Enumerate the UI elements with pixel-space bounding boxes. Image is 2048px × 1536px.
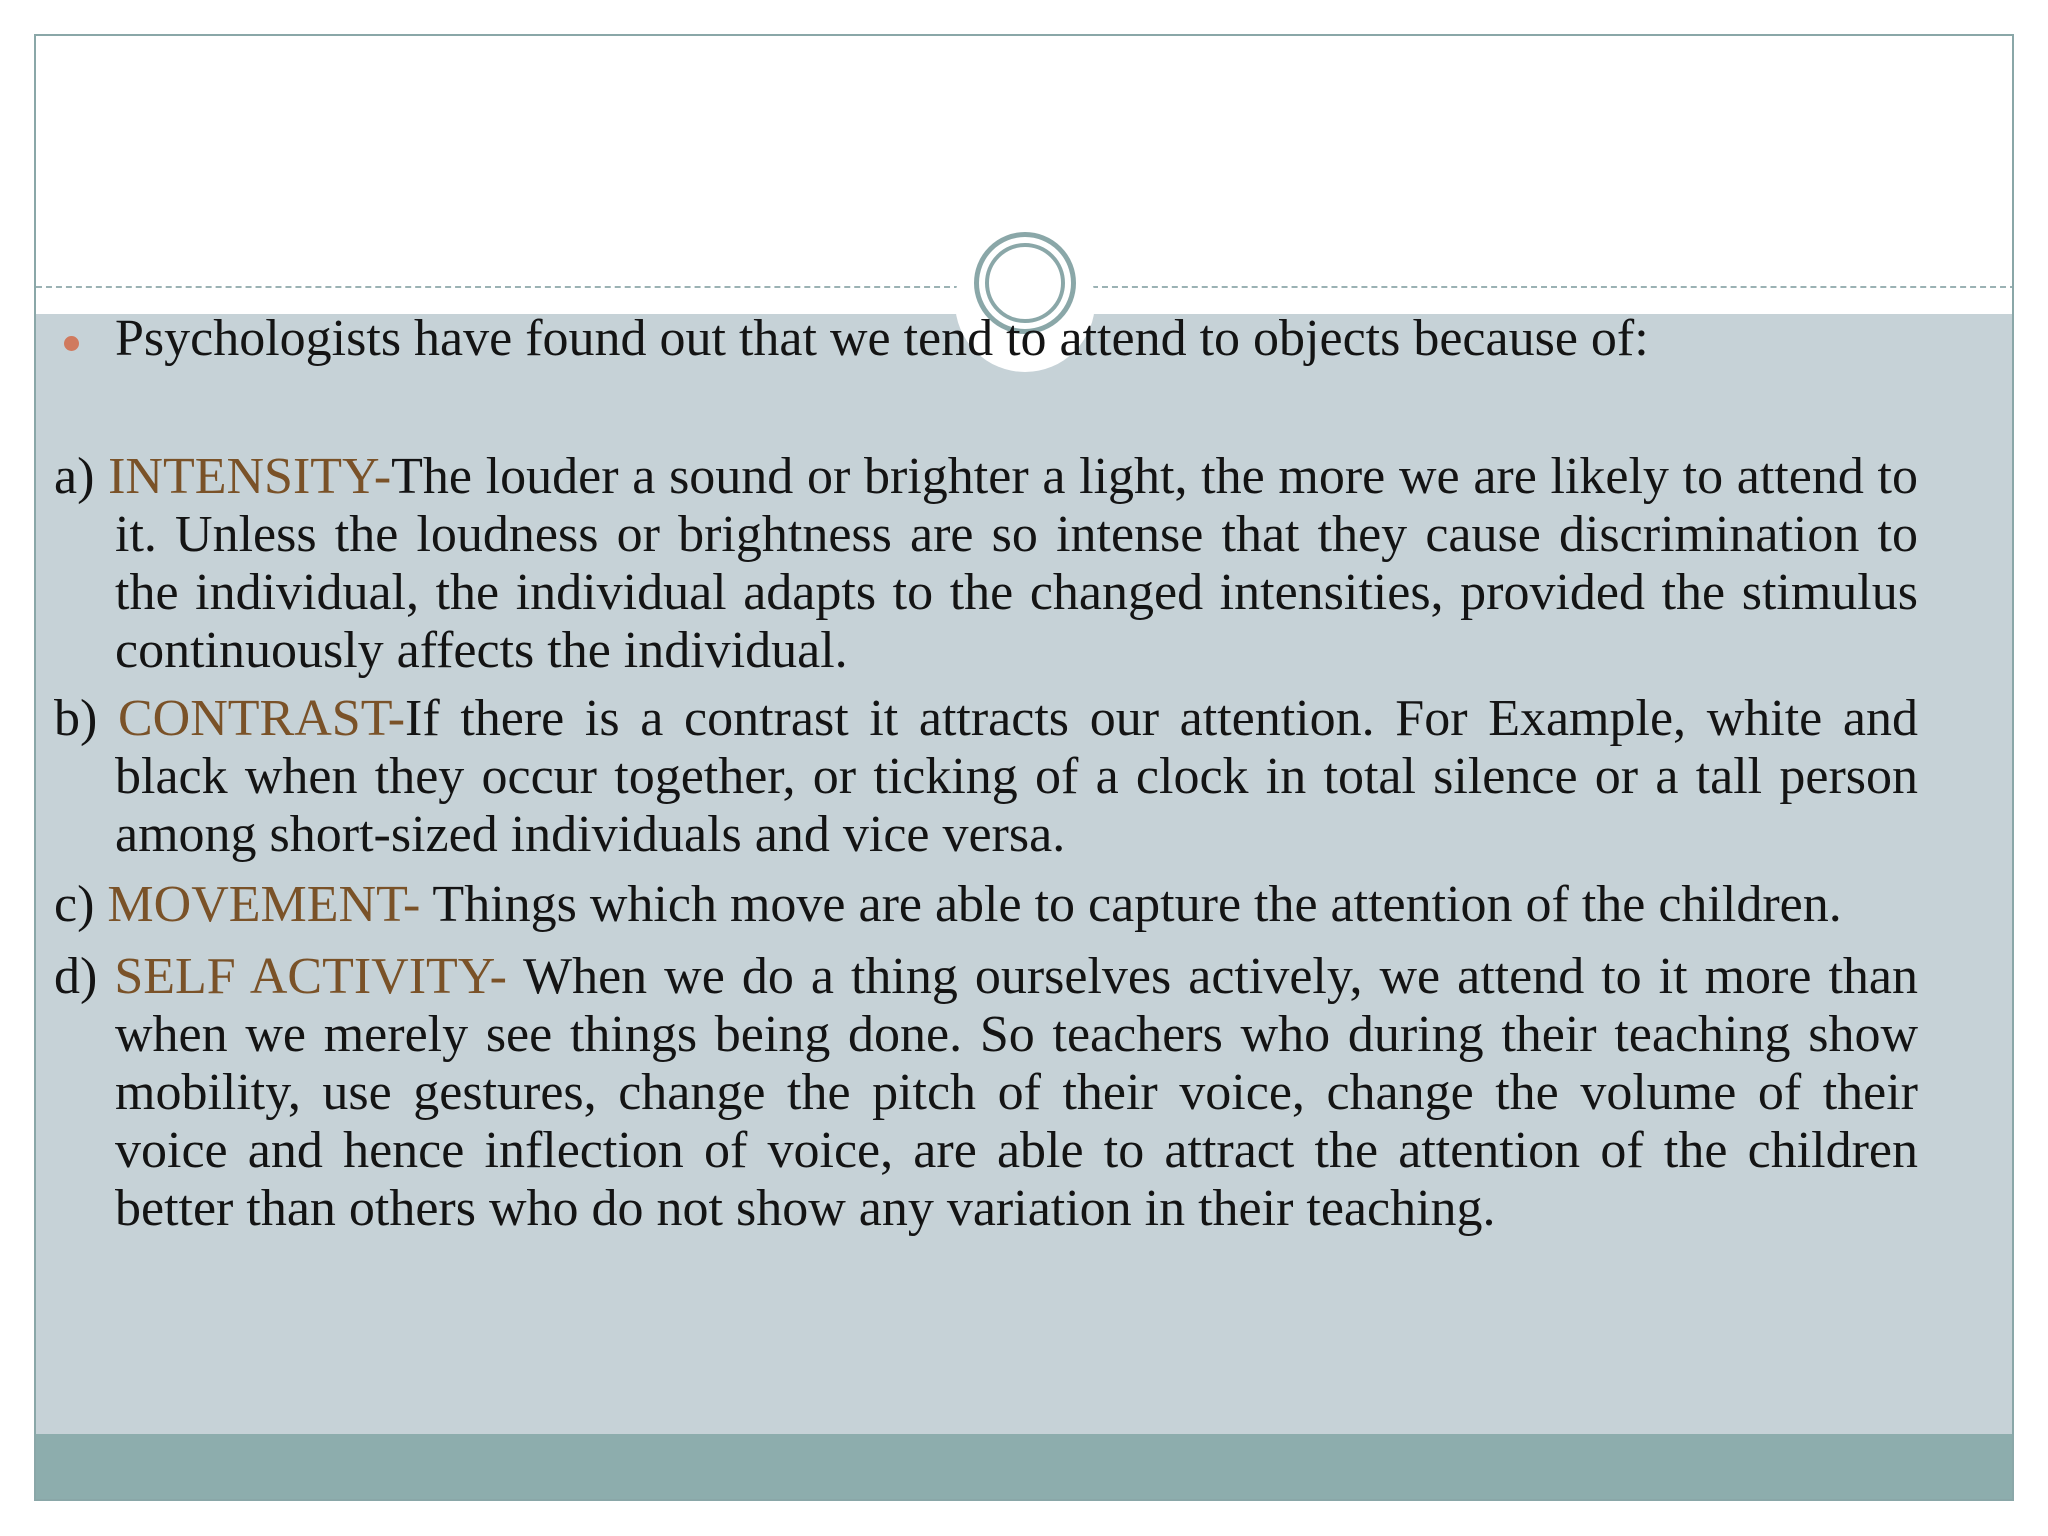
item-text: When we do a thing ourselves actively, we attend to it more than when we merely see things being done. So teachers who during their teaching show mobility, use gestures, change the pitch of their voice, change the volume of their voice and hence inflection of voice, are able to attract the attention of the children better than others who do not show any variation in their teaching.: [115, 948, 1918, 1237]
dashed-divider-right: [1092, 286, 2014, 288]
dashed-divider-left: [36, 286, 960, 288]
item-marker: a): [54, 448, 109, 505]
list-item-contrast: [54, 690, 1918, 864]
intro-bullet: [54, 310, 1918, 368]
item-text: If there is a contrast it attracts our attention. For Example, white and black when they occur together, or ticking of a clock in total silence or a tall person among short-sized individuals and vice versa.: [115, 690, 1918, 863]
list-item-movement: [54, 876, 1918, 934]
item-marker: d): [54, 948, 115, 1005]
item-keyword: MOVEMENT-: [107, 876, 421, 933]
item-keyword: INTENSITY-: [108, 448, 392, 505]
slide-footer-bar: [36, 1434, 2012, 1501]
item-marker: b): [54, 690, 118, 747]
slide-body-text: [54, 310, 1918, 1238]
intro-text: Psychologists have found out that we tend to attend to objects because of:: [115, 310, 1649, 367]
bullet-dot-icon: [64, 336, 79, 351]
list-item-self-activity: [54, 948, 1918, 1238]
item-keyword: SELF ACTIVITY-: [114, 948, 507, 1005]
item-text: Things which move are able to capture the attention of the children.: [420, 876, 1842, 933]
item-text: The louder a sound or brighter a light, the more we are likely to attend to it. Unless the loudness or brightness are so intense that they cause discrimination to the individual, the individual adapts to the changed intensities, provided the stimulus continuously affects the individual.: [115, 448, 1918, 679]
item-marker: c): [54, 876, 108, 933]
item-keyword: CONTRAST-: [118, 690, 406, 747]
list-item-intensity: [54, 448, 1918, 680]
